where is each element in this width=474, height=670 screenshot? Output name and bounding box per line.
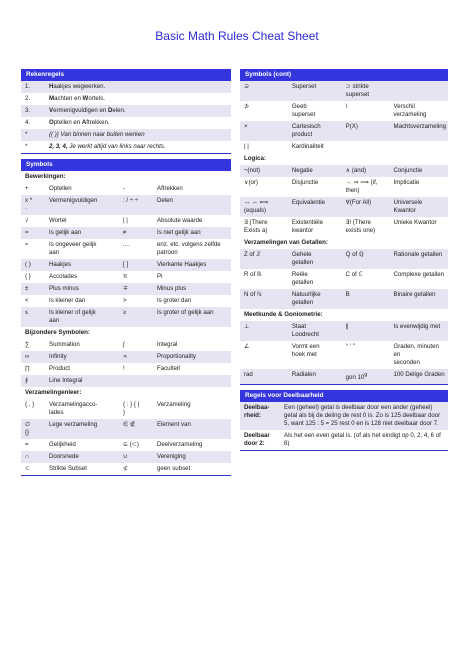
verzameling-symbol2: { : } { | } <box>123 401 140 416</box>
verzameling-subheading <box>21 387 231 399</box>
bewerking-symbol: + <box>25 185 29 192</box>
getallen-name2: Binaire getallen <box>390 289 449 309</box>
rekenregel-text: Vermenigvuldigen en Delen. <box>45 105 231 117</box>
bewerking-name: Wortel <box>49 217 67 224</box>
rekenregels-table <box>21 81 231 153</box>
logica-row <box>240 165 448 177</box>
rekenregel-row <box>21 81 231 93</box>
meetkunde-subheading-label: Meetkunde & Goniometrie: <box>244 311 323 318</box>
bewerking-symbol: < <box>25 297 29 304</box>
rekenregel-row <box>21 141 231 153</box>
rekenregel-number: * <box>25 143 28 150</box>
rekenregel-number: * <box>21 129 45 141</box>
meetkunde-name2: Is evenwijdig met <box>390 321 449 341</box>
meetkunde-symbol: ∠ <box>244 343 250 350</box>
page-title: Basic Math Rules Cheat Sheet <box>155 29 319 43</box>
verzameling-symbol2: ⊄ <box>123 465 129 472</box>
verzameling-subheading-label: Verzamelingenleer: <box>25 389 82 396</box>
bewerking-name2: Minus plus <box>153 283 231 295</box>
symbol-cont-name2 <box>390 141 449 153</box>
verzameling-name2: Deelverzameling <box>157 441 203 448</box>
bewerking-row <box>21 259 231 271</box>
symbols-table <box>21 171 231 475</box>
bewerking-name: Optellen <box>49 185 72 192</box>
meetkunde-name2: Graden, minuten en seconden <box>393 343 439 366</box>
bewerkingen-subheading-label: Bewerkingen: <box>25 173 66 180</box>
bewerking-name2: enz. etc. volgens zelfde patroon <box>157 241 221 256</box>
meetkunde-name: Staat Loodrecht <box>288 321 342 341</box>
bijzondere-subheading <box>21 327 231 339</box>
bijzonder-symbool-name2: Integral <box>157 341 178 348</box>
rekenregel-row <box>21 105 231 117</box>
deelbaarheid-row <box>240 430 448 450</box>
bewerking-symbol: ≤ <box>21 307 45 327</box>
bewerking-name: Plus minus <box>45 283 119 295</box>
getallen-symbol: Z of ℤ <box>240 249 288 269</box>
bewerking-symbol: ≈ <box>25 241 29 248</box>
rekenregels-panel <box>21 69 231 154</box>
bewerking-symbol2: > <box>123 297 127 304</box>
bewerking-name2: Delen <box>153 195 231 215</box>
meetkunde-name2: 100 Delige Graden <box>390 369 449 384</box>
bewerking-name: Is kleiner dan <box>49 297 86 304</box>
logica-symbol2: ∧ (and) <box>342 165 390 177</box>
bijzonder-symbool-symbol2: ∝ <box>119 351 153 363</box>
verzameling-row <box>21 439 231 451</box>
bewerking-symbol: x * · <box>21 195 45 215</box>
bewerking-name: Is kleiner of gelijk aan <box>45 307 119 327</box>
getallen-row <box>240 269 448 289</box>
verzameling-symbol2: ∪ <box>119 451 153 463</box>
symbol-cont-row <box>240 121 448 141</box>
symbol-cont-symbol: × <box>240 121 288 141</box>
bewerking-symbol2: ≥ <box>119 307 153 327</box>
verzameling-name2: Element van <box>153 419 231 439</box>
bewerking-row <box>21 295 231 307</box>
deelbaarheid-table <box>240 402 448 450</box>
bewerking-row <box>21 215 231 227</box>
bewerking-symbol2: - <box>123 185 126 192</box>
verzameling-name2: geen subset <box>157 465 191 472</box>
bijzonder-symbool-name: Summation <box>49 341 80 348</box>
getallen-symbol: N of ℕ <box>240 289 288 309</box>
rekenregel-text: {( )} Van binnen naar buiten werken <box>45 129 231 141</box>
left-column <box>21 69 231 481</box>
logica-name: Equivalentie <box>288 197 342 217</box>
bewerkingen-subheading <box>21 171 231 183</box>
verzameling-name: Gelijkheid <box>49 441 76 448</box>
bewerking-symbol2: .... <box>123 241 130 248</box>
bijzonder-symbool-symbol: ∞ <box>21 351 45 363</box>
bijzonder-symbool-row <box>21 351 231 363</box>
rekenregel-number: 2. <box>25 95 31 102</box>
symbol-cont-symbol2: \ <box>345 103 348 110</box>
bewerking-row <box>21 227 231 239</box>
deelbaarheid-row <box>240 402 448 430</box>
bewerking-row <box>21 183 231 195</box>
verzameling-row <box>21 463 231 475</box>
bewerking-symbol2: [ ] <box>119 259 153 271</box>
bewerking-name2: Pi <box>157 273 163 280</box>
logica-row <box>240 217 448 237</box>
logica-symbol2: ∃! (There exists one) <box>345 219 376 234</box>
bewerking-name2: Is groter of gelijk aan <box>153 307 231 327</box>
getallen-name: Natuurlijke getallen <box>288 289 342 309</box>
deelbaarheid-label: Deelbaa- rheid: <box>240 402 280 430</box>
bewerking-name2: Aftrekken <box>157 185 183 192</box>
getallen-symbol2: Q of ℚ <box>342 249 390 269</box>
bewerking-name: Haakjes <box>45 259 119 271</box>
symbols-cont-panel <box>240 69 448 385</box>
rekenregels-heading: Rekenregels <box>21 69 231 81</box>
bewerking-symbol: = <box>21 227 45 239</box>
deelbaarheid-heading: Regels voor Deelbaarheid <box>240 390 448 402</box>
symbol-cont-name2: Verschil verzameling <box>393 103 427 118</box>
bewerking-name: Accolades <box>49 273 78 280</box>
symbol-cont-name2 <box>390 81 449 101</box>
bijzonder-symbool-symbol2 <box>119 375 153 387</box>
bewerking-row <box>21 283 231 295</box>
verzameling-symbol: ∅ {} <box>21 419 45 439</box>
logica-row <box>240 177 448 197</box>
symbols-cont-heading: Symbols (cont) <box>240 69 448 81</box>
getallen-subheading <box>240 237 448 249</box>
bewerking-symbol2: ∓ <box>119 283 153 295</box>
bewerking-symbol: √ <box>25 217 29 224</box>
logica-symbol: ¬(not) <box>240 165 288 177</box>
bewerking-name: Is gelijk aan <box>45 227 119 239</box>
meetkunde-symbol: ⊥ <box>240 321 288 341</box>
bijzonder-symbool-name: Product <box>49 365 71 372</box>
logica-symbol2: → ⇒ ⟹ (if, then) <box>345 179 378 194</box>
logica-name2: Implicatie <box>393 179 420 186</box>
rekenregel-text: Optellen en Aftrekken. <box>49 119 110 126</box>
symbols-heading: Symbols <box>21 159 231 171</box>
logica-symbol: ∃ (There Exists a) <box>244 219 268 234</box>
verzameling-symbol: = <box>25 441 29 448</box>
meetkunde-name: Vormt een hoek met <box>291 343 320 358</box>
bijzonder-symbool-name2 <box>153 375 231 387</box>
symbol-cont-row <box>240 101 448 121</box>
bewerking-symbol2: : / ÷ ÷ <box>119 195 153 215</box>
bijzonder-symbool-name2: Faculteit <box>157 365 181 372</box>
symbol-cont-symbol: ⊇ <box>240 81 288 101</box>
bewerking-row <box>21 195 231 215</box>
rekenregel-row <box>21 93 231 105</box>
bewerking-name: Vermenigvuldigen <box>45 195 119 215</box>
bijzonder-symbool-symbol2: ! <box>123 365 125 372</box>
verzameling-name: Doorsnede <box>45 451 119 463</box>
bewerking-symbol2: π <box>123 273 128 280</box>
rekenregel-text: Machten en Wortels. <box>49 95 105 102</box>
bijzondere-subheading-label: Bijzondere Symbolen: <box>25 329 90 336</box>
bijzonder-symbool-symbol2: ∫ <box>123 341 125 348</box>
logica-name: Existentiële kwantor <box>291 219 323 234</box>
bijzonder-symbool-symbol: ∏ <box>25 365 31 372</box>
verzameling-symbol: ∩ <box>21 451 45 463</box>
verzameling-name2: Verzameling <box>157 401 191 408</box>
verzameling-row <box>21 419 231 439</box>
getallen-symbol2: C of ℂ <box>345 271 363 278</box>
bewerking-symbol: ( ) <box>21 259 45 271</box>
logica-name2: Unieke Kwantor <box>393 219 437 226</box>
symbol-cont-symbol: | | <box>244 143 249 150</box>
rekenregel-number: 1. <box>21 81 45 93</box>
symbol-cont-symbol: ⊅ <box>244 103 250 110</box>
meetkunde-symbol: rad <box>240 369 288 384</box>
logica-name: Negatie <box>288 165 342 177</box>
bijzonder-symbool-name: Infinity <box>45 351 119 363</box>
meetkunde-name: Radialen <box>288 369 342 384</box>
bijzonder-symbool-symbol: ∮ <box>21 375 45 387</box>
right-column <box>240 69 448 456</box>
meetkunde-symbol2: gon 10$^g$ <box>342 369 390 384</box>
logica-name2: Conjunctie <box>390 165 449 177</box>
deelbaarheid-text: Als het een even getal is. (of als het eindigt op 0, 2, 4, 6 of 8) <box>284 432 441 448</box>
deelbaarheid-text: Een (geheel) getal is deelbaar door een ander (geheel) getal als bij de deling de rest 0 is. Zo is 125 deelbaar door 5, want 125 : 5 = 25 rest 0 en is 128 niet deelbaar door 7. <box>280 402 448 430</box>
bijzonder-symbool-row <box>21 375 231 387</box>
deelbaarheid-panel <box>240 390 448 451</box>
symbol-cont-name: Superset <box>288 81 342 101</box>
verzameling-row <box>21 399 231 419</box>
bewerking-name2: Is groter dan <box>157 297 192 304</box>
logica-subheading-label: Logica: <box>244 155 267 162</box>
bijzonder-symbool-symbol: ∑ <box>25 341 30 348</box>
rekenregel-text: Haakjes wegwerken. <box>45 81 231 93</box>
verzameling-row <box>21 451 231 463</box>
verzameling-name2: Vereniging <box>153 451 231 463</box>
bewerking-symbol: ± <box>21 283 45 295</box>
symbol-cont-name: Geeb superset <box>291 103 316 118</box>
logica-symbol2: ∀(For All) <box>342 197 390 217</box>
rekenregel-number: 3. <box>21 105 45 117</box>
getallen-name2: Rationale getallen <box>390 249 449 269</box>
bewerking-name2: Absolute waarde <box>157 217 203 224</box>
bijzonder-symbool-name2: Proportionality <box>153 351 231 363</box>
verzameling-symbol2: ⊆ (⊂) <box>123 441 139 448</box>
getallen-name2: Complexe getallen <box>393 271 444 278</box>
bewerking-symbol: { } <box>25 273 31 280</box>
symbol-cont-row <box>240 81 448 101</box>
verzameling-symbol2: ∈ ∉ <box>119 419 153 439</box>
getallen-name: Gehele getallen <box>288 249 342 269</box>
symbol-cont-symbol2 <box>342 141 390 153</box>
bewerking-row <box>21 271 231 283</box>
meetkunde-subheading <box>240 309 448 321</box>
bewerking-name2: Vierkante Haakjes <box>153 259 231 271</box>
getallen-subheading-label: Verzamelingen van Getallen: <box>244 239 328 246</box>
logica-row <box>240 197 448 217</box>
deelbaarheid-label: Deelbaar door 2: <box>244 432 270 448</box>
verzameling-symbol: { , } <box>25 401 35 408</box>
getallen-row <box>240 289 448 309</box>
meetkunde-symbol2: ° ′ ″ <box>345 343 355 350</box>
symbols-panel <box>21 159 231 476</box>
bijzonder-symbool-row <box>21 363 231 375</box>
bewerking-name: Is ongeveer gelijk aan <box>49 241 97 256</box>
symbol-cont-row <box>240 141 448 153</box>
meetkunde-symbol2: ∥ <box>342 321 390 341</box>
bewerking-symbol2: | | <box>123 217 128 224</box>
symbol-cont-symbol2: P(X) <box>342 121 390 141</box>
symbols-cont-table <box>240 81 448 384</box>
symbol-cont-name: Kardinaliteit <box>291 143 324 150</box>
getallen-row <box>240 249 448 269</box>
logica-name2: Universele Kwantor <box>390 197 449 217</box>
getallen-symbol: R of ℝ <box>244 271 262 278</box>
logica-name: Disjunctie <box>291 179 319 186</box>
bewerking-row <box>21 239 231 259</box>
verzameling-name: Lege verzameling <box>45 419 119 439</box>
symbol-cont-name2: Machtsverzameling <box>390 121 449 141</box>
meetkunde-row <box>240 369 448 384</box>
logica-symbol: ∨(or) <box>244 179 258 186</box>
rekenregel-number: 4. <box>25 119 31 126</box>
rekenregel-text: 2, 3, 4, Je werkt altijd van links naar rechts. <box>49 143 166 150</box>
rekenregel-row <box>21 117 231 129</box>
logica-subheading <box>240 153 448 165</box>
meetkunde-row <box>240 321 448 341</box>
verzameling-name: Strikte Subset <box>49 465 87 472</box>
symbol-cont-symbol2: ⊃ strikte superset <box>342 81 390 101</box>
bewerking-row <box>21 307 231 327</box>
verzameling-symbol: ⊂ <box>25 465 31 472</box>
symbol-cont-name: Cartesisch product <box>288 121 342 141</box>
bewerking-name2: Is niet gelijk aan <box>153 227 231 239</box>
getallen-name: Reële getallen <box>291 271 314 286</box>
meetkunde-row <box>240 341 448 369</box>
bijzonder-symbool-name: Line Integral <box>45 375 119 387</box>
logica-symbol: ↔ ⇔ ⟺ (equals) <box>240 197 288 217</box>
rekenregel-row <box>21 129 231 141</box>
getallen-symbol2: B <box>342 289 390 309</box>
bijzonder-symbool-row <box>21 339 231 351</box>
bewerking-symbol2: ≠ <box>119 227 153 239</box>
verzameling-name: Verzamelingacco- lades <box>49 401 98 416</box>
